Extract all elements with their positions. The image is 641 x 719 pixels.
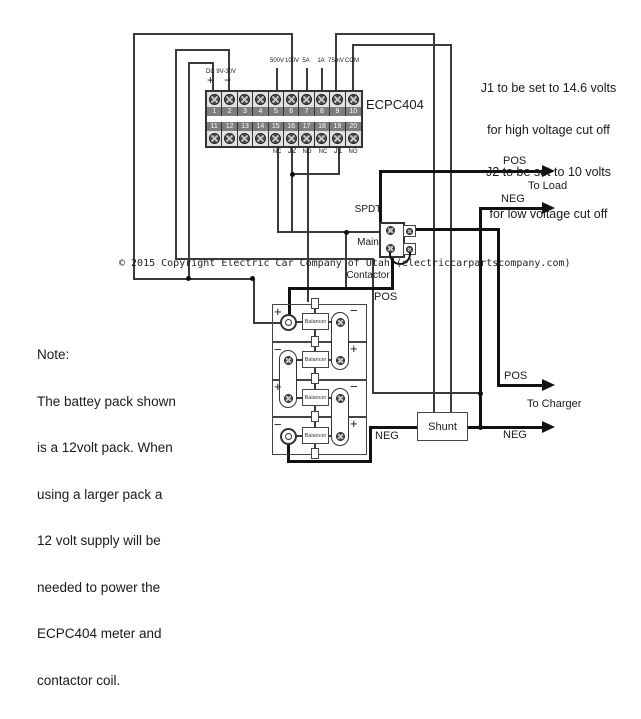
wire — [188, 62, 190, 280]
terminal-number: 1 — [207, 107, 222, 116]
cell4-minus: − — [274, 417, 282, 432]
wire-j2-com — [291, 144, 293, 233]
junction-dot — [250, 276, 255, 281]
arrow-to-charger-pos — [542, 379, 555, 391]
wire — [372, 392, 480, 394]
j2-label: J2 — [287, 146, 297, 155]
screw-terminal — [269, 131, 284, 146]
contactor-label-line2: Main — [357, 237, 379, 248]
wire — [433, 33, 435, 414]
note-line: 12 volt supply will be — [37, 533, 161, 548]
note-line: ECPC404 meter and — [37, 626, 162, 641]
pack-pos-label: POS — [374, 291, 398, 303]
screw-terminal — [346, 92, 361, 107]
junction-dot — [186, 276, 191, 281]
link-screw — [336, 356, 345, 365]
copyright-text: © 2015 Copyright Electric Car Company of Utah (electriccarpartscompany.com) — [119, 258, 571, 269]
terminal-number: 17 — [299, 122, 314, 131]
screw-terminal — [330, 92, 345, 107]
screw-terminal — [207, 92, 222, 107]
terminal-number: 4 — [253, 107, 268, 116]
wire-pos-feed — [133, 278, 255, 280]
terminal-number: 6 — [284, 107, 299, 116]
balancer-label: Balancer — [304, 394, 327, 401]
charger-neg-label: NEG — [503, 429, 527, 441]
terminal-number: 2 — [222, 107, 237, 116]
wire — [287, 460, 372, 463]
range-label-1a: 1A — [317, 58, 325, 64]
jumper-note-line: J1 to be set to 14.6 volts — [480, 81, 617, 95]
terminal-number: 11 — [207, 122, 222, 131]
dc-supply-label: DC 9V-30V — [205, 69, 236, 75]
terminal-number: 16 — [284, 122, 299, 131]
terminal-number: 19 — [330, 122, 345, 131]
wire — [253, 278, 255, 324]
wire — [188, 62, 214, 64]
balancer — [302, 389, 329, 406]
balancer-label: Balancer — [304, 432, 327, 439]
range-label-500v: 500V — [269, 58, 284, 64]
range-label-5a: 5A — [302, 58, 310, 64]
wire — [175, 49, 230, 51]
terminal-block — [205, 90, 363, 148]
note-line: contactor coil. — [37, 672, 121, 688]
wire — [369, 427, 372, 463]
screw-terminal — [238, 92, 253, 107]
balancer-label: Balancer — [304, 318, 327, 325]
cell1-minus: − — [350, 303, 358, 318]
balance-tab — [311, 448, 319, 459]
tick — [306, 68, 308, 90]
wire — [335, 33, 435, 35]
wire — [133, 33, 293, 35]
note-line: The battey pack shown — [37, 393, 176, 409]
note-line: using a larger pack a — [37, 486, 163, 502]
link-screw — [336, 318, 345, 327]
terminal-number: 14 — [253, 122, 268, 131]
balancer-label: Balancer — [304, 356, 327, 363]
dc-minus-sign: − — [224, 73, 232, 87]
screw-terminal — [346, 131, 361, 146]
screw-terminal — [284, 131, 299, 146]
terminal-number: 12 — [222, 122, 237, 131]
contactor-screw — [386, 226, 395, 235]
terminal-numbers-bottom — [207, 122, 361, 131]
terminal-number: 7 — [299, 107, 314, 116]
terminal-number: 15 — [269, 122, 284, 131]
screw-terminal — [284, 92, 299, 107]
cell3-plus: + — [274, 379, 282, 394]
to-charger-label: To Charger — [527, 398, 582, 410]
tick — [276, 68, 278, 90]
balancer — [302, 427, 329, 444]
balance-tab — [311, 373, 319, 384]
screw-terminal — [330, 131, 345, 146]
screw-terminal — [253, 92, 268, 107]
link-screw — [336, 432, 345, 441]
note-line: needed to power the — [37, 579, 161, 595]
pack-neg-terminal-inner — [285, 433, 292, 440]
contactor-terminal-screw — [406, 228, 413, 235]
contactor-label-line3: Contactor — [346, 270, 390, 281]
screw-terminal — [315, 131, 330, 146]
screw-terminal — [299, 92, 314, 107]
jumper-note-line: for low voltage cut off — [489, 207, 608, 221]
screw-terminal — [222, 131, 237, 146]
meter-model-label: ECPC404 — [366, 97, 424, 112]
balancer — [302, 313, 329, 330]
tick — [321, 68, 323, 90]
terminal-numbers-top — [207, 107, 361, 116]
wire — [497, 228, 500, 387]
wire-com-sense — [352, 44, 354, 91]
dc-plus-sign: + — [207, 73, 215, 87]
pack-neg-label: NEG — [375, 430, 399, 442]
wire-j2-nc — [277, 144, 279, 233]
wire — [291, 173, 340, 175]
wire-shunt-in — [369, 426, 419, 429]
j1-nc-label: NC — [318, 149, 328, 155]
terminal-number: 9 — [330, 107, 345, 116]
battery-note — [37, 316, 176, 719]
j1-no-label: NO — [348, 149, 358, 155]
link-screw — [284, 356, 293, 365]
cell2-plus: + — [350, 341, 358, 356]
screw-terminal — [238, 131, 253, 146]
wire — [497, 384, 543, 387]
cell1-plus: + — [274, 304, 282, 319]
cell3-minus: − — [350, 379, 358, 394]
screw-terminal — [207, 131, 222, 146]
cell2-minus: − — [274, 342, 282, 357]
note-line: Note: — [37, 347, 70, 362]
screw-terminal — [253, 131, 268, 146]
shunt — [417, 412, 468, 441]
cell4-plus: + — [350, 416, 358, 431]
j2-nc-label: NC — [272, 149, 282, 155]
jumper-note-line: for high voltage cut off — [487, 123, 610, 137]
load-neg-label: NEG — [501, 193, 525, 205]
balance-tab — [311, 298, 319, 309]
junction-dot — [478, 425, 483, 430]
wire-balance-chain-feed — [307, 144, 309, 302]
wire — [175, 49, 177, 260]
balancer — [302, 351, 329, 368]
terminal-row-bottom-screws — [207, 131, 361, 146]
range-label-100v: 100V — [284, 58, 299, 64]
terminal-number: 20 — [349, 123, 358, 130]
j1-label: J1 — [333, 146, 343, 155]
range-label-com: COM — [345, 58, 359, 64]
screw-terminal — [315, 92, 330, 107]
j2-no-label: NO — [302, 149, 312, 155]
balance-tab — [311, 411, 319, 422]
terminal-row-top-screws — [207, 92, 361, 107]
load-pos-label: POS — [503, 155, 527, 167]
screw-terminal — [269, 92, 284, 107]
shunt-label: Shunt — [428, 420, 457, 433]
terminal-number: 13 — [238, 122, 253, 131]
screw-terminal — [222, 92, 237, 107]
terminal-number: 10 — [349, 108, 358, 115]
jumper-note-line: J2 to be set to 10 volts — [485, 165, 612, 179]
terminal-number: 5 — [269, 107, 284, 116]
junction-dot — [290, 172, 295, 177]
terminal-number: 3 — [238, 107, 253, 116]
arrow-to-charger-neg — [542, 421, 555, 433]
terminal-number: 18 — [315, 122, 330, 131]
contactor-label-line1: SPDT — [354, 204, 382, 215]
range-label-75mv: 75mV — [328, 58, 344, 64]
link-screw — [284, 394, 293, 403]
charger-pos-label: POS — [504, 370, 528, 382]
pack-pos-terminal-inner — [285, 319, 292, 326]
terminal-number: 8 — [315, 107, 330, 116]
note-line: is a 12volt pack. When — [37, 440, 173, 455]
wire — [352, 44, 452, 46]
link-screw — [336, 394, 345, 403]
balance-tab — [311, 336, 319, 347]
wire — [133, 33, 135, 280]
to-load-label: To Load — [528, 180, 568, 192]
jumper-setting-note — [456, 53, 641, 249]
screw-terminal — [299, 131, 314, 146]
junction-dot — [478, 391, 483, 396]
